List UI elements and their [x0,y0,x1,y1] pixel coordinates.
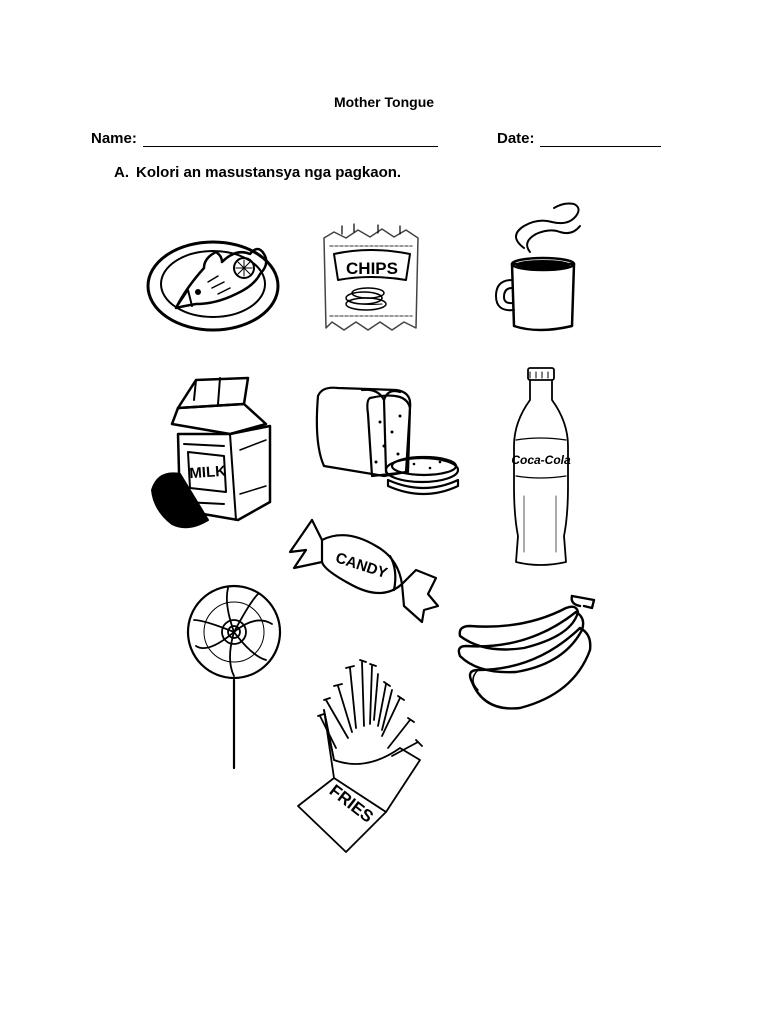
instruction-marker: A. [114,164,129,181]
soda-bottle-picture[interactable] [510,366,572,568]
candy-label: CANDY [333,549,390,583]
date-blank-line[interactable] [540,146,661,147]
chips-bag-picture[interactable] [320,224,424,334]
chips-label: CHIPS [346,259,398,278]
name-label: Name: [91,130,137,147]
page-title: Mother Tongue [333,94,435,110]
fish-plate-picture[interactable] [146,232,280,334]
candy-picture[interactable] [286,514,440,622]
milk-label: MILK [188,462,227,483]
bread-loaf-picture[interactable] [314,384,462,500]
fries-label: FRIES [325,780,377,827]
date-label: Date: [497,130,535,147]
instruction-text: Kolori an masustansya nga pagkaon. [136,164,402,181]
lollipop-picture[interactable] [186,584,282,770]
milk-carton-picture[interactable] [148,374,274,530]
cola-label: Coca-Cola [511,453,571,467]
coffee-mug-picture[interactable] [494,202,584,334]
name-blank-line[interactable] [143,146,438,147]
bananas-picture[interactable] [454,590,602,718]
fries-picture[interactable] [290,660,442,854]
instruction [114,164,401,181]
